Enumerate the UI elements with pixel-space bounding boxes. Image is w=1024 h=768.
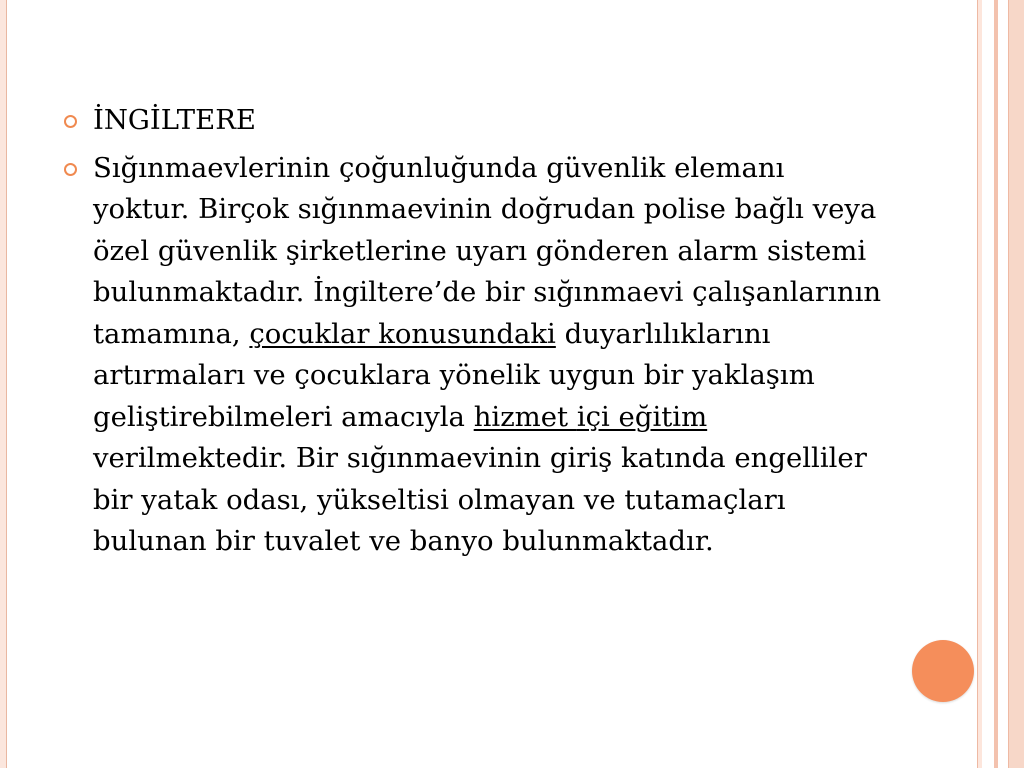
left-border-decoration (0, 0, 7, 768)
underlined-link-ici-egitim[interactable]: içi eğitim (576, 400, 708, 433)
right-stripe-gap-2 (998, 0, 1008, 768)
right-stripes-decoration (977, 0, 1024, 768)
orange-circle-decoration (912, 640, 974, 702)
right-stripe-gap-1 (982, 0, 994, 768)
heading-text: İNGİLTERE (93, 104, 256, 136)
bullet-ring-icon (64, 115, 77, 128)
bullet-item-paragraph (64, 148, 884, 563)
slide-content (64, 100, 884, 563)
bullet-ring-icon (64, 163, 77, 176)
right-stripe-3 (1008, 0, 1024, 768)
bullet-item-heading (64, 100, 884, 142)
underlined-link-cocuklar-konusundaki[interactable]: çocuklar konusundaki (249, 317, 556, 350)
paragraph-text-part-2: duyarlılıklarını artırmaları ve çocuklara yönelik uygun bir yaklaşım geliştirebilmeleri amacıyla (93, 317, 815, 433)
paragraph-text-part-3: verilmektedir. Bir sığınmaevinin giriş katında engelliler bir yatak odası, yükseltisi olmayan ve tutamaçları bulunan bir tuvalet ve banyo bulunmaktadır. (93, 442, 867, 557)
underlined-link-hizmet[interactable]: hizmet (473, 400, 577, 433)
paragraph-text-part-1: Sığınmaevlerinin çoğunluğunda güvenlik elemanı yoktur. Birçok sığınmaevinin doğrudan polise bağlı veya özel güvenlik şirketlerine uyarı gönderen alarm sistemi bulunmaktadır. İngiltere’de bir sığınmaevi çalışanlarının tamamına, (93, 151, 882, 350)
